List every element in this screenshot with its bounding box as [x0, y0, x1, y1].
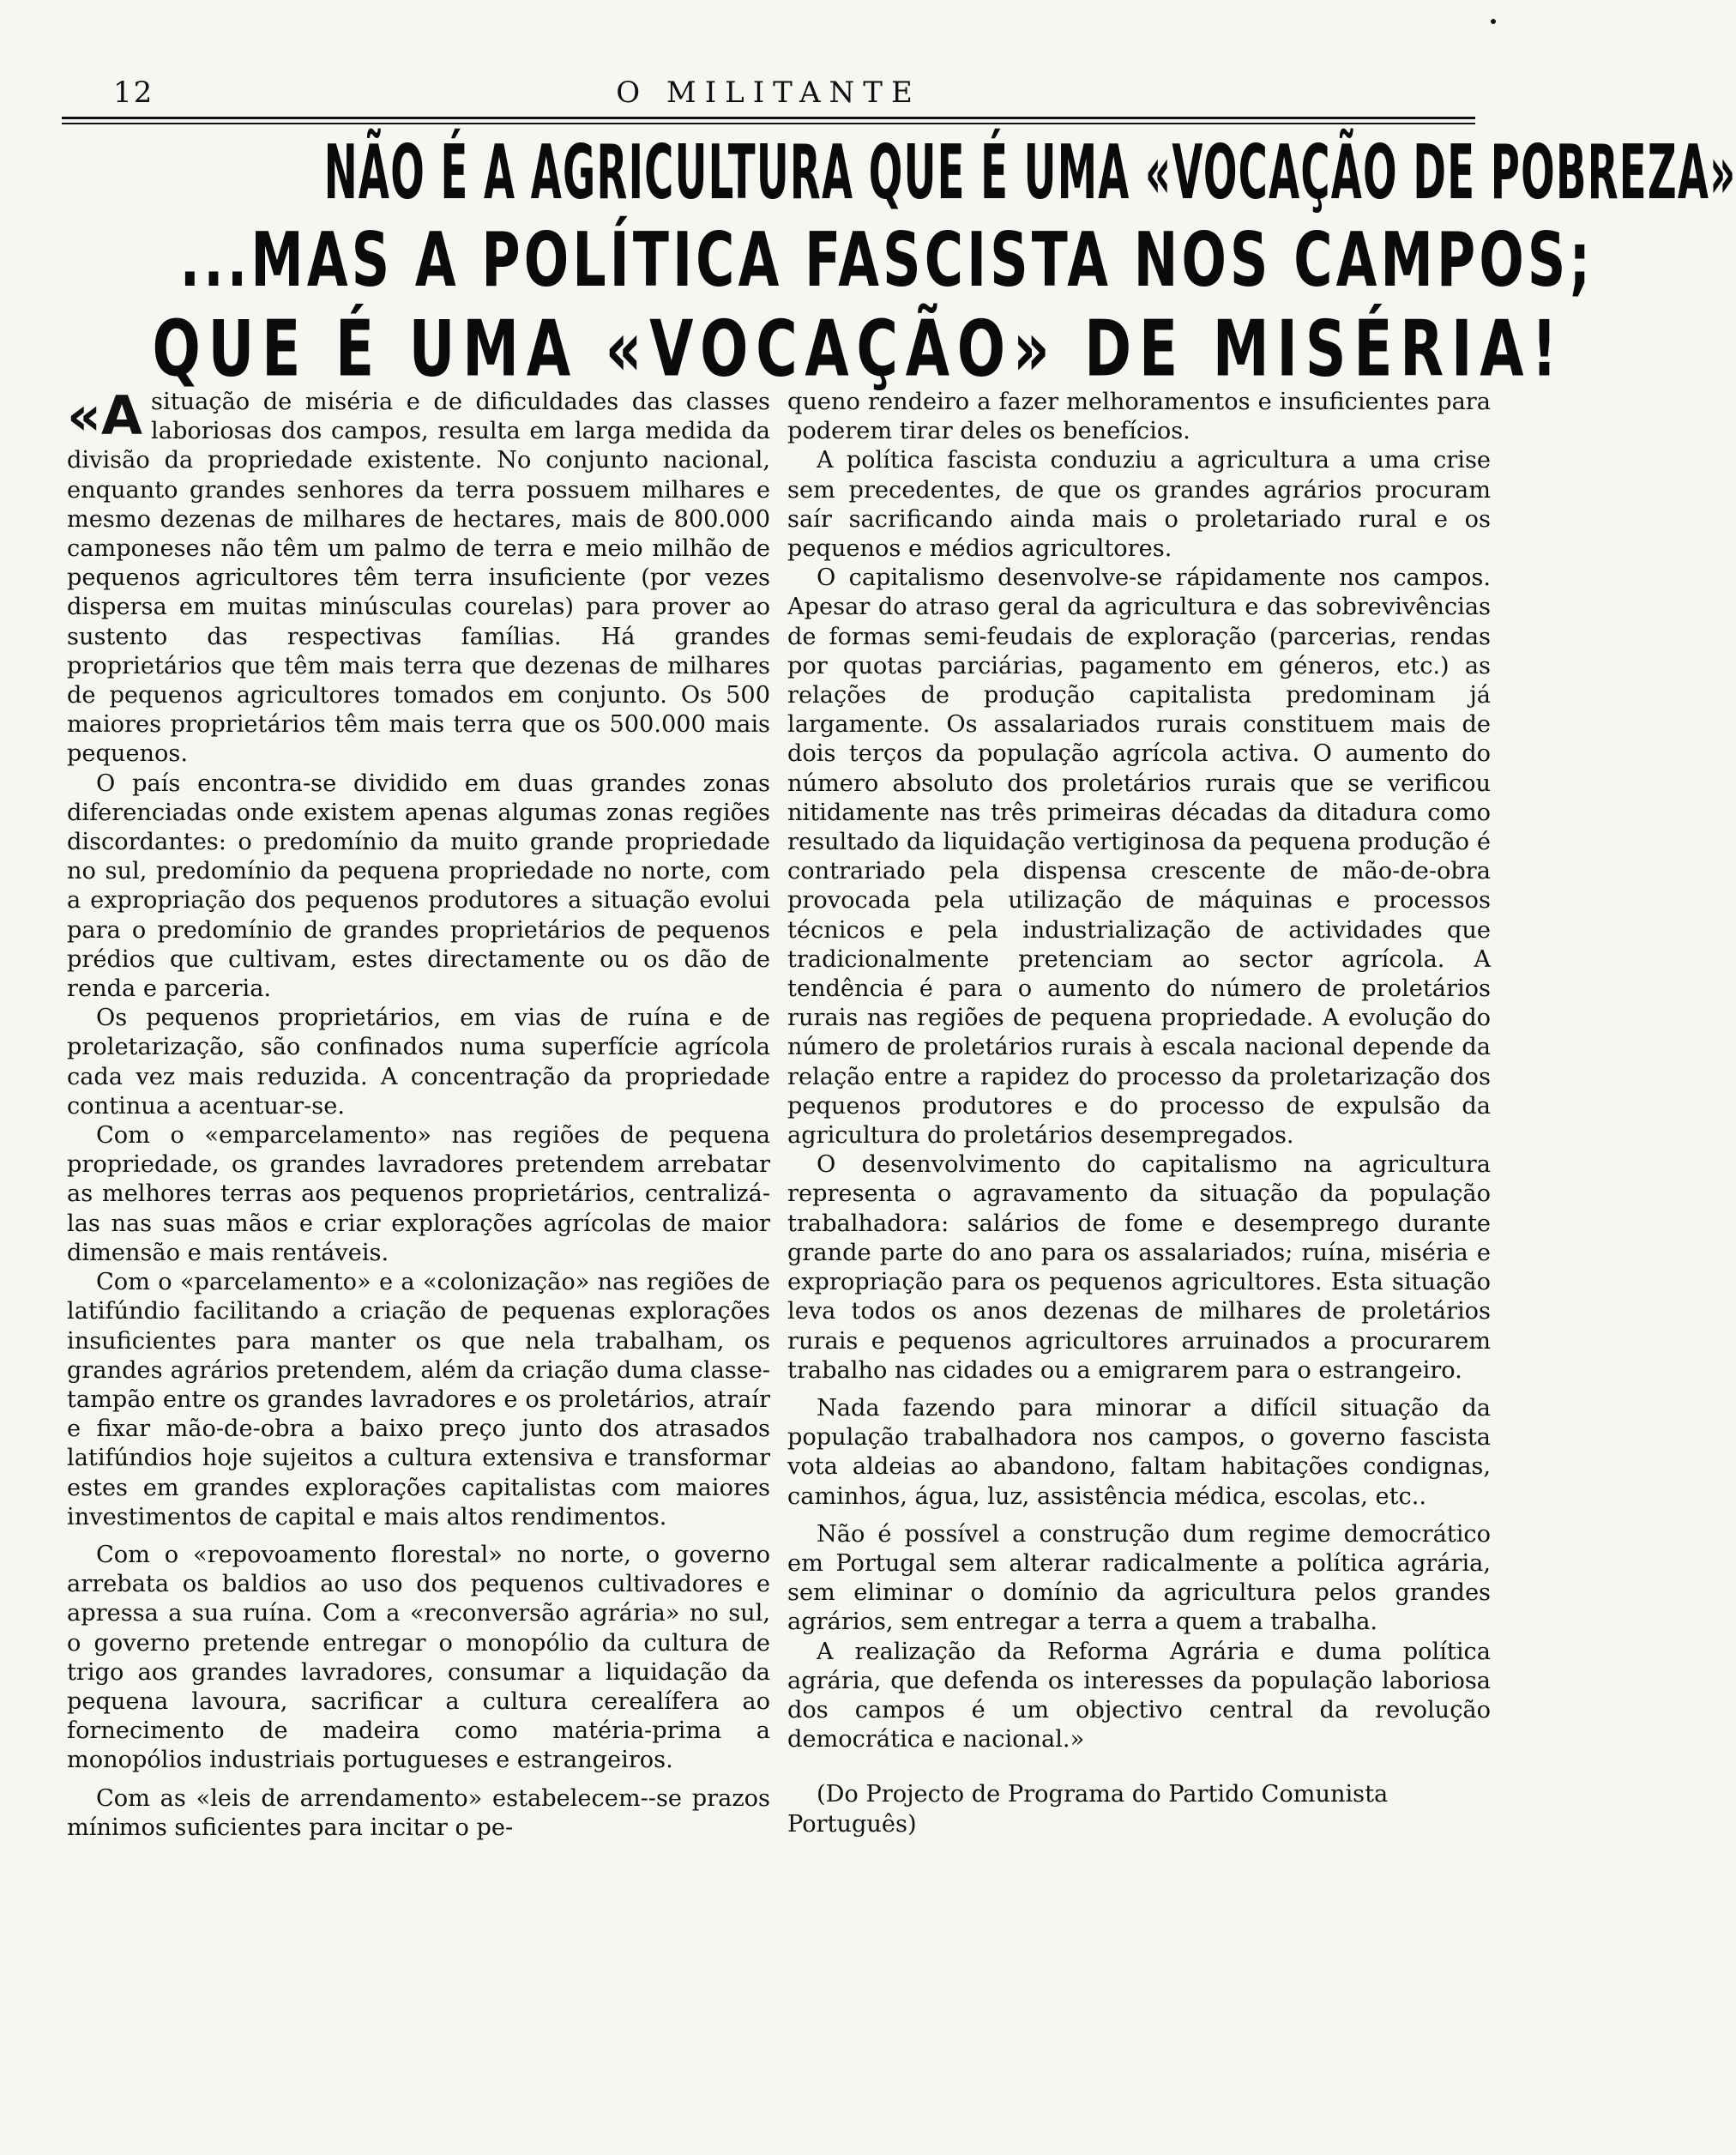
paragraph: O desenvolvimento do capitalismo na agricultura representa o agravamento da situação da população trabalhadora: salários de fome e desemprego durante grande parte do ano para os assalariados; ruína, miséria e expropriação para os pequenos agricultores. Esta situação leva todos os anos dezenas de milhares de proletários rurais e pequenos agricultores arruinados a procurarem trabalho nas cidades ou a emigrarem para o estrangeiro. [787, 1151, 1491, 1384]
article-body [67, 384, 1516, 2086]
paragraph: A realização da Reforma Agrária e duma política agrária, que defenda os interesses da população laboriosa dos campos é um objectivo central da revolução democrática e nacional.» [787, 1638, 1491, 1754]
running-header [62, 75, 1475, 118]
paragraph-text: situação de miséria e de dificuldades das classes laboriosas dos campos, resulta em larga medida da divisão da propriedade existente. No conjunto nacional, enquanto grandes senhores da terra possuem milhares e mesmo dezenas de milhares de hectares, mais de 800.000 camponeses não têm um palmo de terra e meio milhão de pequenos agricultores têm terra insuficiente (por vezes dispersa em muitas minúsculas courelas) para prover ao sustento das respectivas famílias. Há grandes proprietários que têm mais terra que dezenas de milhares de pequenos agricultores tomados em conjunto. Os 500 maiores proprietários têm mais terra que os 500.000 mais pequenos. [67, 389, 770, 768]
header-rule-thin [62, 123, 1475, 124]
headline-line-2: ...MAS A POLÍTICA FASCISTA NOS CAMPOS; [179, 216, 1594, 305]
publication-title: O MILITANTE [616, 75, 921, 110]
headline [62, 129, 1736, 394]
paragraph: Não é possível a construção dum regime democrático em Portugal sem alterar radicalmente a política agrária, sem eliminar o domínio da agricultura pelos grandes agrários, sem entregar a terra a quem a trabalha. [787, 1520, 1491, 1636]
print-speck [1491, 19, 1496, 24]
paragraph: O país encontra-se dividido em duas grandes zonas diferenciadas onde existem apenas algumas zonas regiões discordantes: o predomínio da muito grande propriedade no sul, predomínio da pequena propriedade no norte, com a expropriação dos pequenos produtores a situação evolui para o predomínio de grandes proprietários de pequenos prédios que cultivam, estes directamente ou os dão de renda e parceria. [67, 770, 770, 1003]
paragraph: Com o «repovoamento florestal» no norte, o governo arrebata os baldios ao uso dos pequenos cultivadores e apressa a sua ruína. Com a «reconversão agrária» no sul, o governo pretende entregar o monopólio da cultura de trigo aos grandes lavradores, consumar a liquidação da pequena lavoura, sacrificar a cultura cerealífera ao fornecimento de madeira como matéria-prima a monopólios industriais portugueses e estrangeiros. [67, 1541, 770, 1774]
paragraph: A política fascista conduziu a agricultura a uma crise sem precedentes, de que os grandes agrários procuram saír sacrificando ainda mais o proletariado rural e os pequenos e médios agricultores. [787, 447, 1491, 563]
left-column [67, 384, 770, 1843]
drop-cap: «A [67, 384, 143, 447]
paragraph [67, 384, 770, 770]
paragraph: Nada fazendo para minorar a difícil situação da população trabalhadora nos campos, o governo fascista vota aldeias ao abandono, faltam habitações condignas, caminhos, água, luz, assistência médica, escolas, etc.. [787, 1394, 1491, 1510]
headline-line-1: NÃO É A AGRICULTURA QUE É UMA «VOCAÇÃO DE POBREZA» [323, 129, 1736, 217]
paragraph: Com as «leis de arrendamento» estabelecem--se prazos mínimos suficientes para incitar o pe- [67, 1784, 770, 1841]
paragraph: Com o «parcelamento» e a «colonização» nas regiões de latifúndio facilitando a criação de pequenas explorações insuficientes para manter os que nela trabalham, os grandes agrários pretendem, além da criação duma classe-tampão entre os grandes lavradores e os proletários, atraír e fixar mão-de-obra a baixo preço junto dos atrasados latifúndios hoje sujeitos a cultura extensiva e transformar estes em grandes explorações capitalistas com maiores investimentos de capital e mais altos rendimentos. [67, 1269, 770, 1530]
headline-line-3: QUE É UMA «VOCAÇÃO» DE MISÉRIA! [152, 303, 1565, 394]
paragraph: queno rendeiro a fazer melhoramentos e insuficientes para poderem tirar deles os benefícios. [787, 389, 1491, 445]
paragraph: Com o «emparcelamento» nas regiões de pequena propriedade, os grandes lavradores pretendem arrebatar as melhores terras aos pequenos proprietários, centralizá-las nas suas mãos e criar explorações agrícolas de maior dimensão e mais rentáveis. [67, 1122, 770, 1266]
page-number: 12 [113, 75, 154, 110]
header-rule [62, 117, 1475, 119]
paragraph: Os pequenos proprietários, em vias de ruína e de proletarização, são confinados numa superfície agrícola cada vez mais reduzida. A concentração da propriedade continua a acentuar-se. [67, 1005, 770, 1120]
source-citation: (Do Projecto de Programa do Partido Comunista Português) [787, 1781, 1389, 1838]
paragraph: O capitalismo desenvolve-se rápidamente nos campos. Apesar do atraso geral da agricultura e das sobrevivências de formas semi-feudais de exploração (parcerias, rendas por quotas parciárias, pagamento em géneros, etc.) as relações de produção capitalista predominam já largamente. Os assalariados rurais constituem mais de dois terços da população agrícola activa. O aumento do número absoluto dos proletários rurais que se verificou nitidamente nas três primeiras décadas da ditadura como resultado da liquidação vertiginosa da pequena produção é contrariado pela dispensa crescente de mão-de-obra provocada pela utilização de máquinas e processos técnicos e pela industrialização de actividades que tradicionalmente pretenciam ao sector agrícola. A tendência é para o aumento do número de proletários rurais nas regiões de pequena propriedade. A evolução do número de proletários rurais à escala nacional depende da relação entre a rapidez do processo da proletarização dos pequenos produtores e do processo de expulsão da agricultura do proletários desempregados. [787, 564, 1491, 1150]
right-column [787, 388, 1491, 1839]
